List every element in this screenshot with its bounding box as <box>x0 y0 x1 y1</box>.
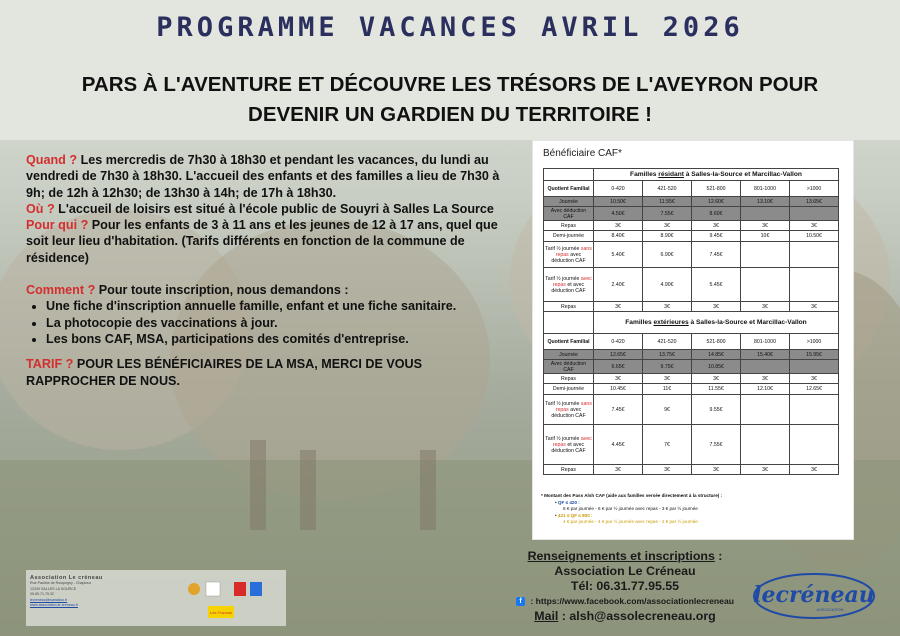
tarif-text: POUR LES BÉNÉFICIAIRES DE LA MSA, MERCI DE VOUS RAPPROCHER DE NOUS. <box>26 357 423 388</box>
table-row: Quotient Familial 0-420 421-520 521-800 801-1000 >1000 <box>544 334 839 350</box>
lecreneau-logo <box>748 566 878 626</box>
footer-association-box <box>26 570 286 626</box>
caf-logo-icon <box>234 582 246 596</box>
table-row: Quotient Familial 0-420 421-520 521-800 801-1000 >1000 <box>544 181 839 197</box>
crest-logo-icon <box>188 583 200 595</box>
msa-logo-icon <box>250 582 262 596</box>
table-row: Repas 3€ 3€ 3€ 3€ 3€ <box>544 221 839 231</box>
requirements-list <box>26 298 511 347</box>
note-qf1-text: 6 € par journée - 6 € par ½ journée avec repas - 3 € par ½ journée <box>563 506 698 511</box>
table-row: Repas 3€ 3€ 3€ 3€ 3€ <box>544 302 839 312</box>
tarif-label: TARIF ? <box>26 357 74 372</box>
ou-paragraph <box>26 201 511 217</box>
caf-table <box>543 168 839 475</box>
page-subtitle <box>60 70 840 130</box>
comment-label: Comment ? <box>26 283 96 298</box>
ou-text: L'accueil de loisirs est situé à l'école public de Souyri à Salles La Source <box>54 201 494 216</box>
table-row: Journée 12.65€ 13.75€ 14.85€ 15.40€ 15.95€ <box>544 350 839 360</box>
association-address <box>30 575 103 609</box>
pourqui-paragraph <box>26 217 511 266</box>
caf-tariff-panel <box>532 140 854 540</box>
table-row: Tarif ½ journée avec repas et avec déduction CAF 4.45€ 7€ 7.55€ <box>544 425 839 465</box>
table-row: Repas 3€ 3€ 3€ 3€ 3€ <box>544 465 839 475</box>
table-row: Tarif ½ journée sans repas avec déduction CAF 5.40€ 6.90€ 7.45€ <box>544 242 839 268</box>
francas-logo-text: Les Francas <box>209 610 233 615</box>
pourqui-text: Pour les enfants de 3 à 11 ans et les jeunes de 12 à 17 ans, quel que soit leur lieu d'habitation. (Tarifs différents en fonction de la commune de résidence) <box>26 218 498 265</box>
comment-paragraph <box>26 282 511 298</box>
contact-mail[interactable]: Mail : alsh@assolecreneau.org <box>534 609 716 623</box>
address-line: Rue Pauline de Rouquigny - Chapioux <box>30 581 92 585</box>
table-row: Avec déduction CAF 6.65€ 9.75€ 10.85€ <box>544 360 839 374</box>
logo-sub: ASSOCIATION <box>816 607 844 612</box>
list-item: • La photocopie des vaccinations à jour. <box>46 315 511 331</box>
tarif-paragraph <box>26 356 511 389</box>
contact-block <box>500 549 750 624</box>
caf-title: Bénéficiaire CAF* <box>543 148 622 159</box>
address-line: 12330 SALLES LA SOURCE <box>30 586 77 591</box>
note-qf2-text: 4 € par journée - 4 € par ½ journée avec repas - 2 € par ½ journée <box>563 519 698 524</box>
pourqui-label: Pour qui ? <box>26 218 89 233</box>
comment-text: Pour toute inscription, nous demandons : <box>95 283 349 298</box>
table-row: Demi-journée 10.45€ 11€ 11.55€ 12.10€ 12.65€ <box>544 384 839 395</box>
website-link[interactable]: www.association-le-creneau.fr <box>30 603 78 607</box>
note-qf1: • QF ≤ 420 : <box>555 499 580 505</box>
subtitle-line-2: DEVENIR UN GARDIEN DU TERRITOIRE ! <box>248 103 652 126</box>
page-title: PROGRAMME VACANCES AVRIL 2026 <box>156 12 744 43</box>
email-link[interactable]: lecreneau@wanadoo.fr <box>30 597 68 602</box>
table-row: Tarif ½ journée avec repas et avec déduction CAF 2.40€ 4.90€ 5.45€ <box>544 268 839 302</box>
ou-label: Où ? <box>26 201 55 216</box>
table-section-header-resident <box>544 169 839 181</box>
quand-text: Les mercredis de 7h30 à 18h30 et pendant les vacances, du lundi au vendredi de 7h30 à 18h30. L'accueil des enfants et des familles a lieu de 7h30 à 9h; de 12h à 12h30; de 13h30 à 14h; de 17h à 18h30. <box>26 153 500 200</box>
address-line: 05.65.71.75.32 <box>30 592 54 596</box>
contact-tel[interactable]: Tél: 06.31.77.95.55 <box>570 579 680 593</box>
table-row: Repas 3€ 3€ 3€ 3€ 3€ <box>544 374 839 384</box>
section2-title: Familles extérieures à Salles-la-Source et Marcillac-Vallon <box>594 312 839 334</box>
commune-logo-icon <box>206 582 220 596</box>
contact-title: Renseignements et inscriptions : <box>527 549 723 563</box>
quand-label: Quand ? <box>26 153 78 167</box>
note-qf2: • 421 ≤ QF ≤ 800 : <box>555 512 593 518</box>
table-row: Tarif ½ journée sans repas avec déduction CAF 7.45€ 9€ 9.55€ <box>544 395 839 425</box>
association-name: Association Le créneau <box>30 575 103 581</box>
list-item: • Les bons CAF, MSA, participations des comités d'entreprise. <box>46 331 511 347</box>
note-title: * Montant des Pass Alsh CAF (aide aux familles versée directement à la structure) : <box>541 493 723 498</box>
partner-logos <box>186 578 286 622</box>
table-section-header-exterior <box>544 312 839 334</box>
contact-name: Association Le Créneau <box>554 564 696 578</box>
contact-facebook[interactable]: f : https://www.facebook.com/associationlecreneau <box>500 594 750 609</box>
quand-paragraph <box>26 152 511 201</box>
facebook-icon: f <box>516 597 525 606</box>
table-row: Avec déduction CAF 4.50€ 7.55€ 8.60€ <box>544 207 839 221</box>
table-row: Demi-journée 8.40€ 8.90€ 9.45€ 10€ 10.50€ <box>544 231 839 242</box>
section1-title: Familles résidant à Salles-la-Source et Marcillac-Vallon <box>594 169 839 181</box>
list-item: • Une fiche d'inscription annuelle famille, enfant et une fiche sanitaire. <box>46 298 511 314</box>
caf-notes <box>541 493 841 526</box>
subtitle-line-1: PARS À L'AVENTURE ET DÉCOUVRE LES TRÉSORS DE L'AVEYRON POUR <box>81 73 819 96</box>
logo-text: lecréneau <box>753 582 875 608</box>
table-row: Journée 10.50€ 11.55€ 12.60€ 13.10€ 13.65€ <box>544 197 839 207</box>
info-block <box>26 152 511 389</box>
